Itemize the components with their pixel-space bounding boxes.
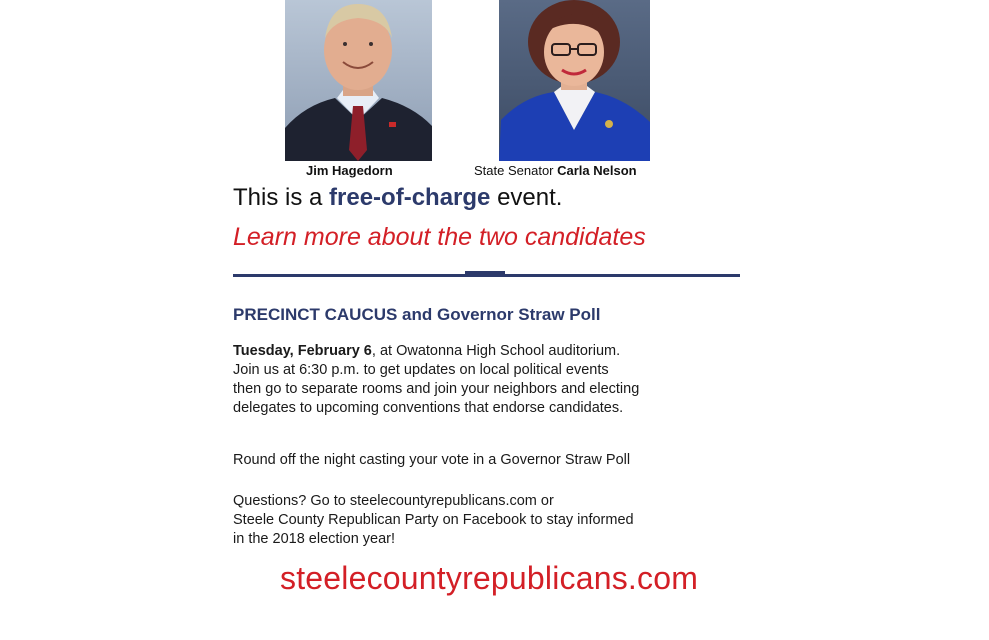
free-line-highlight: free-of-charge bbox=[329, 184, 491, 211]
questions-line: Questions? Go to steelecountyrepublicans.com or bbox=[233, 493, 554, 509]
event-details bbox=[233, 342, 639, 418]
free-event-line bbox=[233, 184, 562, 212]
questions-paragraph bbox=[233, 492, 634, 549]
event-details-line bbox=[233, 342, 639, 361]
questions-line: in the 2018 election year! bbox=[233, 531, 396, 547]
divider bbox=[233, 274, 740, 277]
free-line-suffix: event. bbox=[490, 184, 563, 211]
candidate-title: State Senator bbox=[474, 163, 558, 178]
candidate-photo-hagedorn bbox=[285, 0, 432, 161]
learn-more-line: Learn more about the two candidates bbox=[233, 223, 646, 251]
event-details-line: Join us at 6:30 p.m. to get updates on local political events bbox=[233, 362, 609, 378]
event-details-line: then go to separate rooms and join your neighbors and electing bbox=[233, 381, 640, 397]
website-url: steelecountyrepublicans.com bbox=[280, 560, 699, 596]
candidate-name: Jim Hagedorn bbox=[306, 163, 393, 178]
candidate-photo-nelson bbox=[499, 0, 650, 161]
caption-nelson bbox=[474, 163, 637, 178]
questions-line: Steele County Republican Party on Facebook to stay informed bbox=[233, 512, 634, 528]
event-details-line: delegates to upcoming conventions that endorse candidates. bbox=[233, 400, 624, 416]
event-date: Tuesday, February 6 bbox=[233, 343, 372, 359]
candidate-name: Carla Nelson bbox=[557, 163, 637, 178]
free-line-prefix: This is a bbox=[233, 184, 330, 211]
straw-poll-note: Round off the night casting your vote in a Governor Straw Poll bbox=[233, 452, 631, 468]
caption-hagedorn bbox=[306, 163, 393, 178]
event-location: , at Owatonna High School auditorium. bbox=[371, 343, 621, 359]
section-heading: PRECINCT CAUCUS and Governor Straw Poll bbox=[233, 305, 601, 324]
